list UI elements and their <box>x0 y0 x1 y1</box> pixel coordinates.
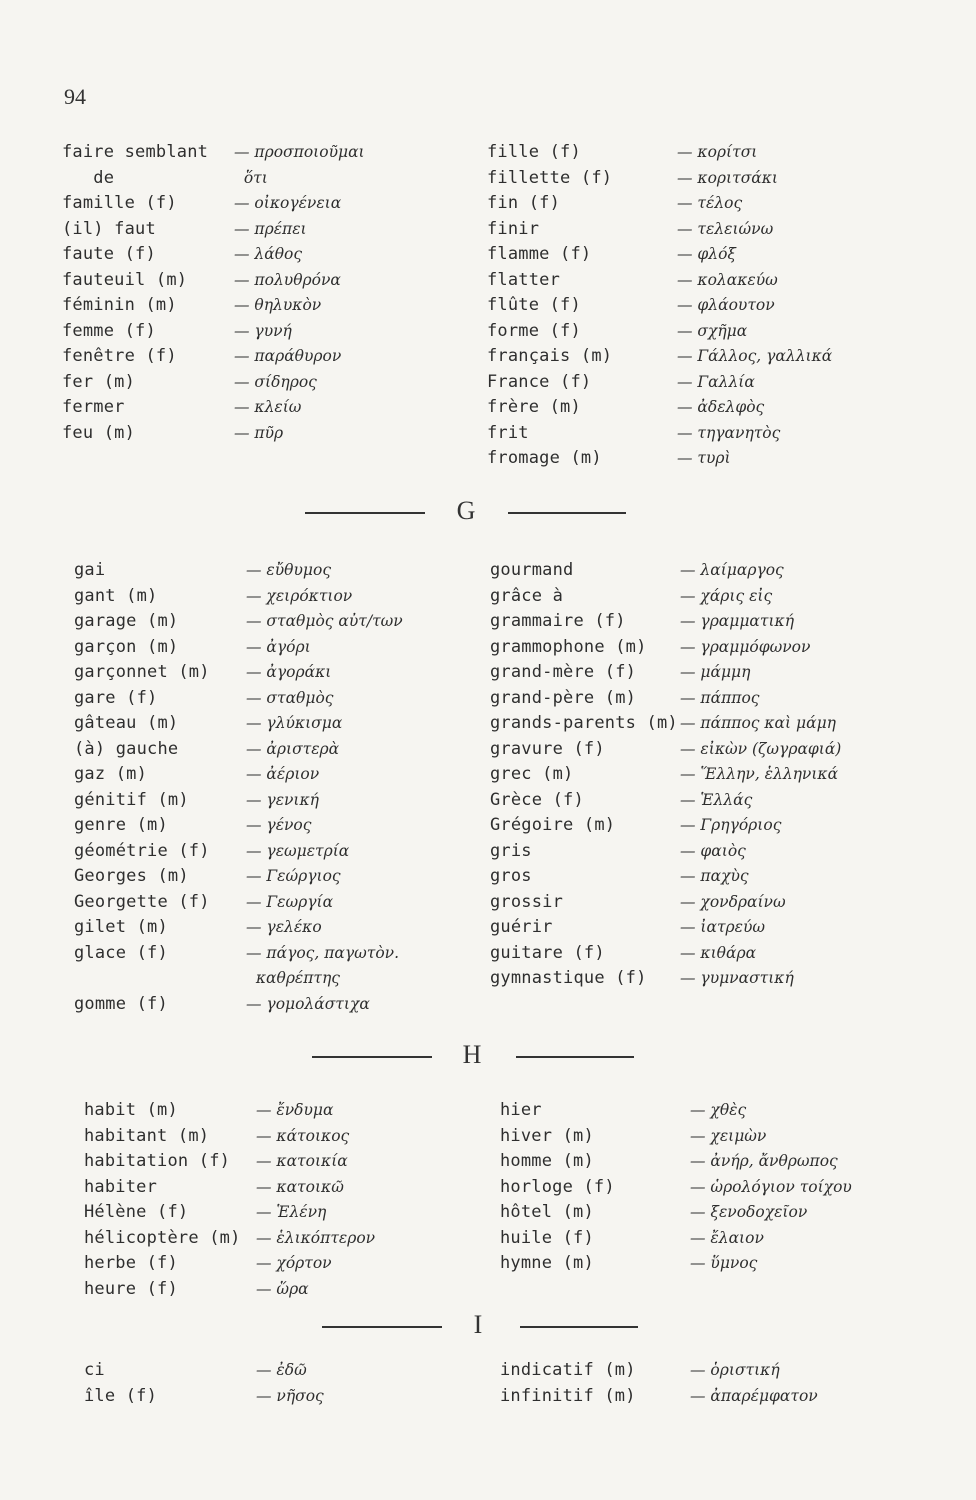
greek-translation: — σταθμὸς <box>246 688 334 707</box>
greek-translation: — πάππος καὶ μάμη <box>680 714 836 732</box>
right-column <box>500 1360 960 1411</box>
french-term: infinitif (m) <box>500 1385 636 1406</box>
entry-row <box>62 372 442 398</box>
entry-row <box>490 892 950 918</box>
entry-row <box>74 739 464 765</box>
greek-translation: — τυρὶ <box>677 449 731 467</box>
entry-row <box>487 346 947 372</box>
greek-translation: — λαίμαργος <box>680 561 784 579</box>
entry-row <box>84 1279 474 1305</box>
greek-translation: — πάππος <box>680 688 760 707</box>
french-term: garçonnet (m) <box>74 662 210 682</box>
greek-translation: — σίδηρος <box>234 372 317 391</box>
french-term: gare (f) <box>74 687 158 708</box>
greek-translation: — γραμμόφωνον <box>680 637 811 656</box>
french-term: flamme (f) <box>487 244 592 264</box>
greek-translation: — γεωμετρία <box>246 841 350 860</box>
french-term: Georgette (f) <box>74 891 210 912</box>
french-term: garçon (m) <box>74 636 179 657</box>
french-term: feu (m) <box>62 422 136 443</box>
french-term: indicatif (m) <box>500 1360 636 1380</box>
greek-translation: — γραμματική <box>680 612 794 630</box>
section-divider-i <box>0 1306 976 1346</box>
greek-translation: — ἀδελφὸς <box>677 398 765 416</box>
greek-translation: — κιθάρα <box>680 943 757 962</box>
greek-translation: — κάτοικος <box>256 1126 350 1145</box>
entry-row <box>84 1253 474 1279</box>
entry-row <box>84 1177 474 1203</box>
greek-translation: — γομολάστιχα <box>246 994 370 1013</box>
entry-row <box>500 1126 960 1152</box>
french-term: fromage (m) <box>487 448 602 468</box>
divider-line-right <box>520 1326 638 1328</box>
french-term: habitant (m) <box>84 1125 210 1146</box>
greek-translation: — γενική <box>246 790 319 809</box>
greek-translation: — ἀπαρέμφατον <box>690 1386 818 1405</box>
greek-translation: — κατοικία <box>256 1152 348 1170</box>
entry-row <box>84 1360 474 1386</box>
french-term: guitare (f) <box>490 942 605 963</box>
entry-row <box>487 168 947 194</box>
entry-row <box>74 688 464 714</box>
french-term: fillette (f) <box>487 167 613 188</box>
entry-row <box>74 560 464 586</box>
greek-translation: — κλείω <box>234 398 302 416</box>
greek-translation: — παράθυρον <box>234 347 342 365</box>
greek-translation: — σταθμὸς αὐτ/των <box>246 612 403 630</box>
section-letter: H <box>462 1040 482 1069</box>
right-column <box>487 142 947 474</box>
french-term: gaz (m) <box>74 764 148 784</box>
greek-translation: — προσποιοῦμαι <box>234 143 365 161</box>
entry-row <box>62 397 442 423</box>
greek-translation: — ὡρολόγιον τοίχου <box>690 1177 852 1196</box>
divider-line-right <box>516 1056 634 1058</box>
greek-translation: — ἐδῶ <box>256 1361 307 1379</box>
greek-translation: — κοριτσάκι <box>677 168 778 187</box>
greek-translation: — χειρόκτιον <box>246 586 353 605</box>
french-term: herbe (f) <box>84 1253 178 1273</box>
greek-translation: — εὔθυμος <box>246 561 332 579</box>
french-term: homme (m) <box>500 1151 594 1171</box>
greek-translation: — ἑλικόπτερον <box>256 1228 376 1247</box>
french-term: heure (f) <box>84 1278 178 1299</box>
greek-translation: — χάρις εἰς <box>680 586 773 605</box>
entry-row <box>490 739 950 765</box>
french-term: habit (m) <box>84 1100 178 1120</box>
french-term: frère (m) <box>487 397 581 417</box>
french-term: Hélène (f) <box>84 1202 189 1222</box>
french-term: hôtel (m) <box>500 1202 594 1222</box>
divider-line-right <box>508 512 626 514</box>
greek-translation: — Ἑλένη <box>256 1203 327 1221</box>
french-term: fermer <box>62 397 125 417</box>
french-term: frit <box>487 422 529 443</box>
greek-translation: — Γρηγόριος <box>680 816 782 834</box>
greek-translation: — Γεωργία <box>246 892 334 911</box>
greek-translation: — χειμὼν <box>690 1126 767 1145</box>
entry-row <box>487 295 947 321</box>
greek-translation: — τελειώνω <box>677 219 774 238</box>
greek-translation: — θηλυκὸν <box>234 296 322 314</box>
entry-row <box>500 1253 960 1279</box>
greek-translation: — ἀέριον <box>246 765 320 783</box>
greek-translation: — Γεώργιος <box>246 867 341 885</box>
entry-row <box>84 1386 474 1412</box>
greek-translation: — Γαλλία <box>677 372 755 391</box>
entry-row <box>490 662 950 688</box>
greek-translation: — κορίτσι <box>677 143 758 161</box>
french-term: fauteuil (m) <box>62 269 188 290</box>
entry-row <box>74 841 464 867</box>
greek-translation: — παχὺς <box>680 867 749 885</box>
greek-translation: — λάθος <box>234 245 303 263</box>
right-column <box>490 560 950 994</box>
french-term: grands-parents (m) <box>490 713 678 733</box>
greek-translation: — γυνή <box>234 321 292 340</box>
french-term: gai <box>74 560 106 580</box>
entry-row <box>84 1202 474 1228</box>
greek-translation: — φαιὸς <box>680 841 746 860</box>
greek-translation: — κατοικῶ <box>256 1177 344 1196</box>
greek-translation: — Ἑλλάς <box>680 790 753 809</box>
entry-row <box>490 560 950 586</box>
entry-row <box>74 586 464 612</box>
entry-row <box>74 637 464 663</box>
greek-translation: — χθὲς <box>690 1101 747 1119</box>
entry-row <box>490 713 950 739</box>
greek-translation: — Ἕλλην, ἑλληνικά <box>680 765 839 783</box>
greek-translation: — γένος <box>246 816 312 834</box>
entry-row <box>74 764 464 790</box>
greek-translation: — κολακεύω <box>677 270 778 289</box>
french-term: grand-mère (f) <box>490 662 637 682</box>
entry-row <box>62 295 442 321</box>
french-term: fille (f) <box>487 142 581 162</box>
section-divider-g <box>0 492 976 532</box>
divider-line-left <box>305 512 425 514</box>
french-term: fer (m) <box>62 371 136 392</box>
french-term: Grèce (f) <box>490 789 584 810</box>
french-term: (il) faut <box>62 218 156 239</box>
greek-translation: — ἀγοράκι <box>246 663 332 681</box>
french-term: gymnastique (f) <box>490 968 647 988</box>
entry-row <box>487 423 947 449</box>
greek-translation: — ὁριστική <box>690 1361 780 1379</box>
entry-row <box>500 1386 960 1412</box>
french-term: gant (m) <box>74 585 158 606</box>
entry-row <box>74 892 464 918</box>
greek-translation: — χονδραίνω <box>680 892 786 911</box>
left-column <box>84 1100 474 1304</box>
greek-translation: — φλάουτον <box>677 296 775 314</box>
greek-translation: — τέλος <box>677 194 743 212</box>
greek-translation: — χόρτον <box>256 1254 332 1272</box>
entry-row <box>84 1151 474 1177</box>
french-term: grâce à <box>490 585 564 606</box>
french-term: gravure (f) <box>490 738 605 759</box>
entry-row <box>74 917 464 943</box>
entry-row <box>487 219 947 245</box>
entry-row <box>500 1100 960 1126</box>
entry-row <box>487 142 947 168</box>
entry-row <box>490 943 950 969</box>
french-term: hier <box>500 1100 542 1120</box>
entry-row <box>487 372 947 398</box>
french-term: grammophone (m) <box>490 636 647 657</box>
entry-row <box>74 968 464 994</box>
entry-row <box>500 1177 960 1203</box>
page-number: 94 <box>64 84 86 109</box>
french-term: horloge (f) <box>500 1176 615 1197</box>
left-column <box>84 1360 474 1411</box>
divider-line-left <box>322 1326 442 1328</box>
greek-translation: — τηγανητὸς <box>677 423 781 442</box>
french-term: féminin (m) <box>62 295 177 315</box>
greek-translation: — ὕμνος <box>690 1254 758 1272</box>
entry-row <box>74 662 464 688</box>
french-term: de <box>62 167 115 188</box>
french-term: hiver (m) <box>500 1125 594 1146</box>
french-term: gourmand <box>490 560 574 580</box>
entry-row <box>62 244 442 270</box>
french-term: île (f) <box>84 1385 158 1406</box>
greek-translation: — ἀνήρ, ἄνθρωπος <box>690 1152 838 1170</box>
french-term: habitation (f) <box>84 1151 231 1171</box>
entry-row <box>62 219 442 245</box>
entry-row <box>500 1202 960 1228</box>
entry-row <box>490 815 950 841</box>
entry-row <box>74 943 464 969</box>
french-term: finir <box>487 218 540 239</box>
entry-row <box>500 1360 960 1386</box>
french-term: glace (f) <box>74 942 168 963</box>
greek-translation: — μάμμη <box>680 663 751 681</box>
entry-row <box>74 611 464 637</box>
french-term: genre (m) <box>74 815 168 835</box>
french-term: faire semblant <box>62 142 209 162</box>
french-term: garage (m) <box>74 611 179 631</box>
french-term: grammaire (f) <box>490 611 626 631</box>
entry-row <box>62 168 442 194</box>
entry-row <box>62 423 442 449</box>
french-term: hélicoptère (m) <box>84 1227 241 1248</box>
entry-row <box>487 321 947 347</box>
greek-translation: — πῦρ <box>234 423 284 442</box>
entry-row <box>62 193 442 219</box>
entry-row <box>500 1228 960 1254</box>
french-term: famille (f) <box>62 193 177 213</box>
french-term: gris <box>490 840 532 861</box>
entry-row <box>487 270 947 296</box>
entry-row <box>490 917 950 943</box>
greek-translation: — ἀγόρι <box>246 637 311 656</box>
greek-translation: — πολυθρόνα <box>234 270 341 289</box>
french-term: géométrie (f) <box>74 840 210 861</box>
french-term: gros <box>490 866 532 886</box>
greek-translation: — νῆσος <box>256 1386 324 1405</box>
greek-translation: — ξενοδοχεῖον <box>690 1203 808 1221</box>
french-term: gomme (f) <box>74 993 168 1014</box>
entry-row <box>490 866 950 892</box>
left-column <box>74 560 464 1019</box>
entry-row <box>74 815 464 841</box>
entry-row <box>74 994 464 1020</box>
greek-translation: — οἰκογένεια <box>234 194 342 212</box>
entry-row <box>490 611 950 637</box>
entry-row <box>490 688 950 714</box>
greek-translation: — φλόξ <box>677 245 736 263</box>
greek-translation: — Γάλλος, γαλλικά <box>677 347 833 365</box>
entry-row <box>490 637 950 663</box>
entry-row <box>490 790 950 816</box>
greek-translation: — ὥρα <box>256 1279 309 1298</box>
french-term: grec (m) <box>490 764 574 784</box>
french-term: flatter <box>487 269 561 290</box>
greek-translation: — πρέπει <box>234 219 307 238</box>
french-term: femme (f) <box>62 320 156 341</box>
french-term: (à) gauche <box>74 738 179 759</box>
greek-translation: — σχῆμα <box>677 321 748 340</box>
french-term: ci <box>84 1360 105 1380</box>
french-term: hymne (m) <box>500 1253 594 1273</box>
left-column <box>62 142 442 448</box>
french-term: gâteau (m) <box>74 713 179 733</box>
entry-row <box>487 448 947 474</box>
greek-translation: — γυμναστική <box>680 969 794 987</box>
entry-row <box>62 142 442 168</box>
greek-translation: — γελέκο <box>246 918 322 936</box>
french-term: flûte (f) <box>487 295 581 315</box>
entry-row <box>74 790 464 816</box>
entry-row <box>84 1228 474 1254</box>
french-term: fenêtre (f) <box>62 346 177 366</box>
french-term: faute (f) <box>62 244 156 264</box>
entry-row <box>487 244 947 270</box>
section-divider-h <box>0 1036 976 1076</box>
entry-row <box>500 1151 960 1177</box>
french-term: français (m) <box>487 346 613 366</box>
right-column <box>500 1100 960 1279</box>
section-letter: G <box>456 496 476 525</box>
entry-row <box>487 397 947 423</box>
greek-translation: — εἰκὼν (ζωγραφιά) <box>680 739 842 758</box>
entry-row <box>490 764 950 790</box>
entry-row <box>487 193 947 219</box>
entry-row <box>84 1100 474 1126</box>
entry-row <box>62 270 442 296</box>
entry-row <box>84 1126 474 1152</box>
entry-row <box>490 841 950 867</box>
french-term: grossir <box>490 891 564 912</box>
french-term: huile (f) <box>500 1227 594 1248</box>
french-term: habiter <box>84 1176 158 1197</box>
french-term: guérir <box>490 917 553 937</box>
french-term: Grégoire (m) <box>490 815 616 835</box>
greek-translation: — ἀριστερὰ <box>246 739 340 758</box>
greek-translation: — ἔνδυμα <box>256 1101 334 1119</box>
french-term: génitif (m) <box>74 789 189 810</box>
greek-translation: καθρέπτης <box>246 969 340 987</box>
french-term: fin (f) <box>487 193 561 213</box>
entry-row <box>62 346 442 372</box>
greek-translation: — ἔλαιον <box>690 1228 764 1247</box>
greek-translation: — γλύκισμα <box>246 714 343 732</box>
french-term: gilet (m) <box>74 917 168 937</box>
section-letter: I <box>473 1310 483 1339</box>
french-term: grand-père (m) <box>490 687 637 708</box>
greek-translation: — ἰατρεύω <box>680 918 766 936</box>
french-term: France (f) <box>487 371 592 392</box>
french-term: forme (f) <box>487 320 581 341</box>
entry-row <box>74 866 464 892</box>
french-term: Georges (m) <box>74 866 189 886</box>
entry-row <box>490 968 950 994</box>
entry-row <box>74 713 464 739</box>
greek-translation: — πάγος, παγωτὸν. <box>246 943 400 962</box>
divider-line-left <box>312 1056 432 1058</box>
greek-translation: ὅτι <box>234 168 268 187</box>
entry-row <box>62 321 442 347</box>
entry-row <box>490 586 950 612</box>
